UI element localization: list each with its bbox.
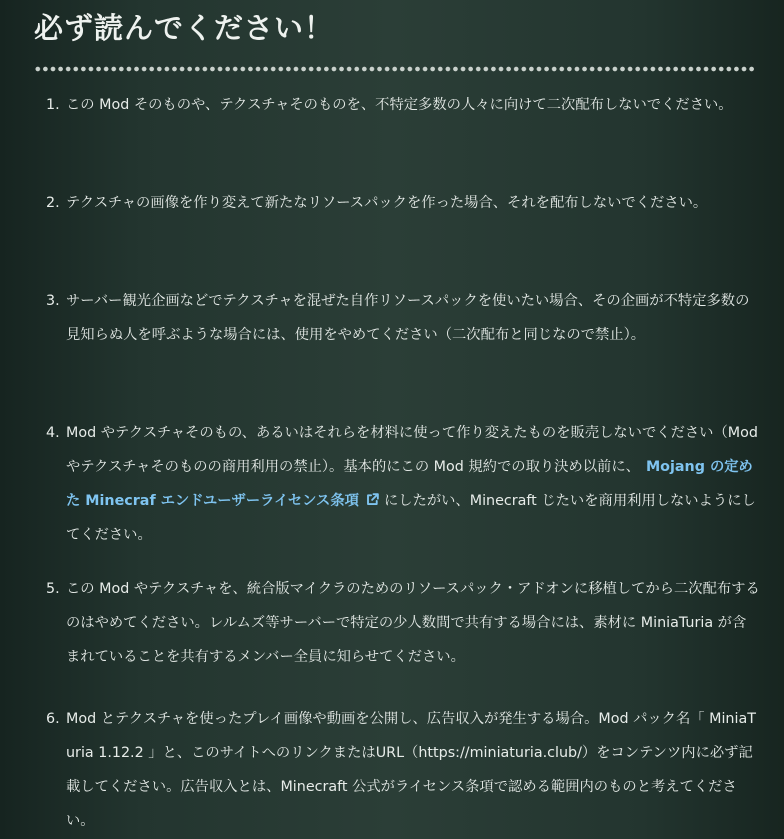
rule-text: サーバー観光企画などでテクスチャを混ぜた自作リソースパックを使いたい場合、その企画が不特定多数の見知らぬ人を呼ぶような場合には、使用をやめてください（二次配布と同じなので禁止）。 — [66, 293, 750, 343]
rule-item-1 — [40, 88, 760, 122]
rule-text — [40, 416, 760, 552]
rule-number: 6. — [46, 711, 60, 727]
page-title: 必ず読んでください！ — [34, 11, 335, 45]
rule-text-after-link: にしたがい、Minecraft じたいを商用利用しないようにしてください。 — [66, 493, 756, 543]
rule-item-5 — [40, 572, 760, 674]
rule-item-3 — [40, 284, 760, 352]
rule-item-6 — [40, 702, 760, 838]
external-link-icon — [365, 492, 380, 507]
rule-number: 3. — [46, 293, 60, 309]
rule-item-4 — [40, 416, 760, 552]
rule-text-before-link: Mod やテクスチャそのもの、あるいはそれらを材料に使って作り変えたものを販売しないでください（Mod やテクスチャそのものの商用利用の禁止）。基本的にこの Mod 規約での取り決め以前に、 — [66, 425, 758, 475]
rule-number: 4. — [46, 425, 60, 441]
rule-item-2 — [40, 186, 760, 220]
rule-text: この Mod やテクスチャを、統合版マイクラのためのリソースパック・アドオンに移植してから二次配布するのはやめてください。レルムズ等サーバーで特定の少人数間で共有する場合には、素材に MiniaTuria が含まれていることを共有するメンバー全員に知らせてください。 — [66, 581, 760, 665]
rule-number: 5. — [46, 581, 60, 597]
dotted-divider — [34, 66, 756, 72]
rule-text: この Mod そのものや、テクスチャそのものを、不特定多数の人々に向けて二次配布しないでください。 — [66, 97, 733, 113]
rule-text: Mod とテクスチャを使ったプレイ画像や動画を公開し、広告収入が発生する場合。Mod パック名「 MiniaTuria 1.12.2 」と、このサイトへのリンクまたはURL（https://miniaturia.club/）をコンテンツ内に必ず記載してください。広告収入とは、Minecraft 公式がライセンス条項で認める範囲内のものと考えてください。 — [66, 711, 756, 829]
rule-text: テクスチャの画像を作り変えて新たなリソースパックを作った場合、それを配布しないでください。 — [66, 195, 708, 211]
rule-number: 2. — [46, 195, 60, 211]
rule-number: 1. — [46, 97, 60, 113]
eula-link-label: Mojang の定めた Minecraf エンドユーザーライセンス条項 — [66, 459, 753, 509]
